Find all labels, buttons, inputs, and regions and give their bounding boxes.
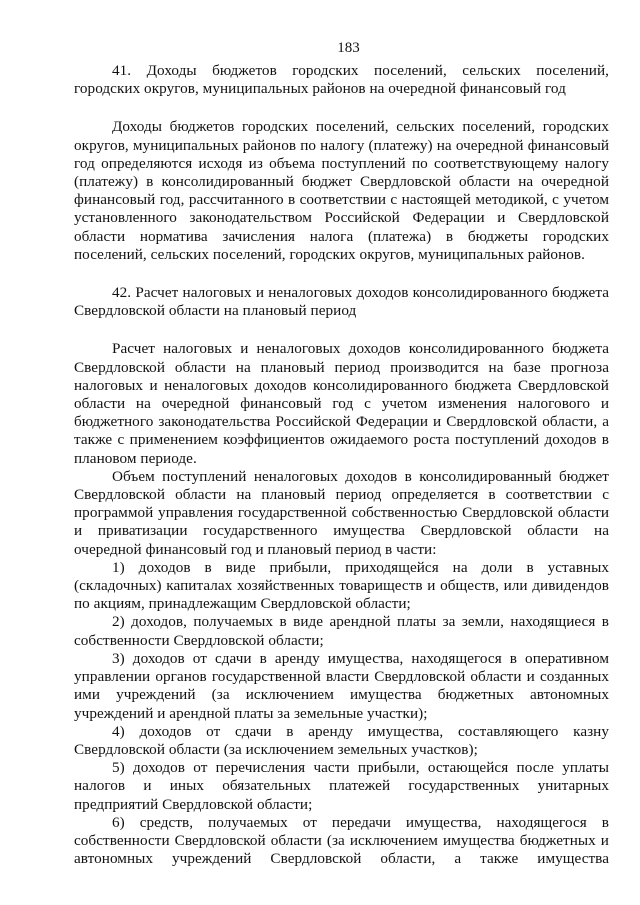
list-item: 5) доходов от перечисления части прибыли, остающейся после уплаты налогов и иных обязательных платежей государственных унитарных предприятий Свердловской области; <box>74 759 609 813</box>
document-page <box>74 0 609 868</box>
section-41-heading: 41. Доходы бюджетов городских поселений, сельских поселений, городских округов, муниципальных районов на очередной финансовый год <box>74 62 609 98</box>
list-item: 4) доходов от сдачи в аренду имущества, составляющего казну Свердловской области (за исключением земельных участков); <box>74 722 609 758</box>
section-42-heading: 42. Расчет налоговых и неналоговых доходов консолидированного бюджета Свердловской области на плановый период <box>74 284 609 320</box>
list-item: 3) доходов от сдачи в аренду имущества, находящегося в оперативном управлении органов государственной власти Свердловской области и созданных ими учреждений (за исключением имущества бюджетных автономных учреждений и арендной платы за земельные участки); <box>74 649 609 722</box>
list-item: 2) доходов, получаемых в виде арендной платы за земли, находящиеся в собственности Свердловской области; <box>74 613 609 649</box>
list-item: 1) доходов в виде прибыли, приходящейся на доли в уставных (складочных) капиталах хозяйственных товариществ и обществ, или дивидендов по акциям, принадлежащим Свердловской области; <box>74 558 609 613</box>
list-item: 6) средств, получаемых от передачи имущества, находящегося в собственности Свердловской области (за исключением имущества бюджетных и автономных учреждений Свердловской области, а также имущества <box>74 813 609 868</box>
section-42-paragraph-1: Расчет налоговых и неналоговых доходов консолидированного бюджета Свердловской области на плановый период производится на базе прогноза налоговых и неналоговых доходов консолидированного бюджета Свердловской области на очередной финансовый год с учетом изменения налогового и бюджетного законодательства Российской Федерации и Свердловской области, а также с применением коэффициентов ожидаемого роста поступлений доходов в плановом периоде. <box>74 340 609 467</box>
section-41-paragraph: Доходы бюджетов городских поселений, сельских поселений, городских округов, муниципальных районов по налогу (платежу) на очередной финансовый год определяются исходя из объема поступлений по соответствующему налогу (платежу) в консолидированный бюджет Свердловской области на очередной финансовый год, рассчитанного в соответствии с настоящей методикой, с учетом установленного законодательством Российской Федерации и Свердловской области норматива зачисления налога (платежа) в бюджеты городских поселений, сельских поселений, городских округов, муниципальных районов. <box>74 118 609 263</box>
page-number: 183 <box>337 40 360 56</box>
section-42-paragraph-2: Объем поступлений неналоговых доходов в консолидированный бюджет Свердловской области на плановый период определяется в соответствии с программой управления государственной собственностью Свердловской области и приватизации государственного имущества Свердловской области на очередной финансовый год и плановый период в части: <box>74 467 609 558</box>
